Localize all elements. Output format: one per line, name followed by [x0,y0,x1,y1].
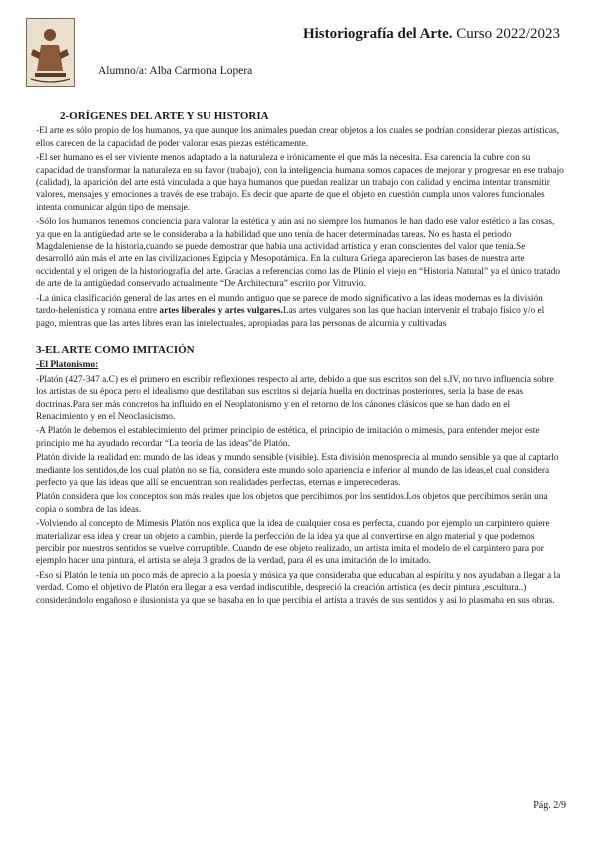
section-heading-origins: 2-ORÍGENES DEL ARTE Y SU HISTORIA [60,110,269,122]
paragraph: -Platón (427-347 a.C) es el primero en escribir reflexiones respecto al arte, debido a que sus escritos son del s.IV, no tuvo influencia sobre los artistas de su época pero el idealismo que destilaban sus escritos si dejaría huella en doctrinas posteriores, sería la base de esas doctrinas.Para ser más concretos ha influido en el Neoplatonismo y en el retorno de los cánones clásicos que se han dado en el Renacimiento y en el Neoclasicismo. [36,374,554,422]
paragraph: -El ser humano es el ser viviente menos adaptado a la naturaleza e irónicamente el que más la necesita. Esa carencia la cubre con su capacidad de transformar la naturaleza en su favor (trabajo), con la inteligencia humana somos capaces de mejorar y progresar en ese trabajo (calidad), la aparición del arte está vinculada a que haya humanos que puedan realizar un trabajo con calidad y encima intentar transmitir valores, mensajes y emociones a través de ese trabajo. Es decir que aparte de que el objeto en cuestión cumpla unos valores funcionales intenta comunicar algún tipo de mensaje. [36,153,564,213]
paragraph: -El arte es sólo propio de los humanos, ya que aunque los animales puedan crear objetos a los cuales se podrían considerar piezas artísticas, ellos carecen de la capacidad de poder valorar esas piezas estéticamente. [36,126,560,149]
subheading-platonism: -El Platonismo: [36,360,99,371]
document-header [303,26,560,43]
document-body [36,110,564,609]
paragraph [36,293,564,330]
paragraph: -Eso sí Platón le tenía un poco más de aprecio a la poesía y música ya que consideraba que educaban al espíritu y nos ayudaban a llegar a la verdad. Como el objetivo de Platón era llegar a esa verdad indiscutible, despreció la creación artística (es decir pintura ,escultura..) considerándolo engañoso e ilusionista ya que se basaba en lo que percibía el artista a través de sus sentidos y así lo plasmaba en sus obras. [36,570,561,606]
paragraph: -A Platón le debemos el establecimiento del primer principio de estética, el principio de imitación o mímesis, para entender mejor este principio me ha ayudado recordar “La teoría de las ideas”de Platón. [36,426,540,449]
header-course: Curso 2022/2023 [456,26,560,42]
university-logo-icon [26,18,75,87]
header-title: Historiografía del Arte. [302,26,453,42]
student-name: Alumno/a: Alba Carmona Lopera [98,65,253,77]
paragraph-text: -La única clasificación general de las artes en el mundo antiguo que se parece de modo significativo a las ideas modernas es la división tardo-helenística y romana entre [36,293,543,317]
bold-term: artes liberales y artes vulgares. [159,306,283,317]
paragraph: -Volviendo al concepto de Mímesis Platón nos explica que la idea de cualquier cosa es perfecta, cuando por ejemplo un carpintero quiere materializar esa idea y crear un objeto a cambio, pierde la perfección de la idea ya que al convertirse en algo material y que podemos percibir por nuestros sentidos se vuelve corruptible. Cuando de ese objeto realizado, un artista imita el modelo de el carpintero para por ejemplo hacer una pintura, el artista se aleja 3 grados de la verdad, para él es una imitación de lo imitado. [36,519,550,567]
paragraph: Platón divide la realidad en: mundo de las ideas y mundo sensible (visible). Esta división menosprecia al mundo sensible ya que al captarlo mediante los sentidos,de los cual platón no se fía, considera este mundo solo apariencia e inferior al mundo de las ideas,el cual considera perfecto ya que las ideas que allí se encuentran son realidades perfectas, eternas e imperecederas. [36,453,559,488]
section-heading-imitation: 3-EL ARTE COMO IMITACIÓN [36,343,195,356]
page-number: Pág. 2/9 [533,800,566,811]
paragraph-text: Las artes vulgares son las que hacían intervenir el trabajo físico y/o el pago, mientras que las artes libres eran las intelectuales, apropiadas para las personas de alcurnia y cultivadas [36,306,545,329]
paragraph: -Sólo los humanos tenemos conciencia para valorar la estética y aún así no siempre los humanos le han dado ese valor estético a las cosas, ya que en la antigüedad arte se le consideraba a la habilidad que uno tenía de hacer determinadas tareas. No es hasta el periodo Magdaleniense de la historia,cuando se puede demostrar que había una actividad artística y eran conscientes del valor que tenía.Se desarrolló aún más el arte en las civilizaciones Egipcia y Mesopotámica. En la cultura Griega aparecieron las bases de nuestra arte occidental y el origen de la historiografía del arte. Gracias a referencias como las de Plinio el viejo en “Historia Natural” ya el único tratado de arte de la antigüedad conservado actualmente “De Architectura” escrito por Vitruvio. [36,217,561,290]
paragraph: Platón considera que los conceptos son más reales que los objetos que percibimos por los sentidos.Los objetos que percibimos serán una copia o sombra de las ideas. [36,492,548,515]
